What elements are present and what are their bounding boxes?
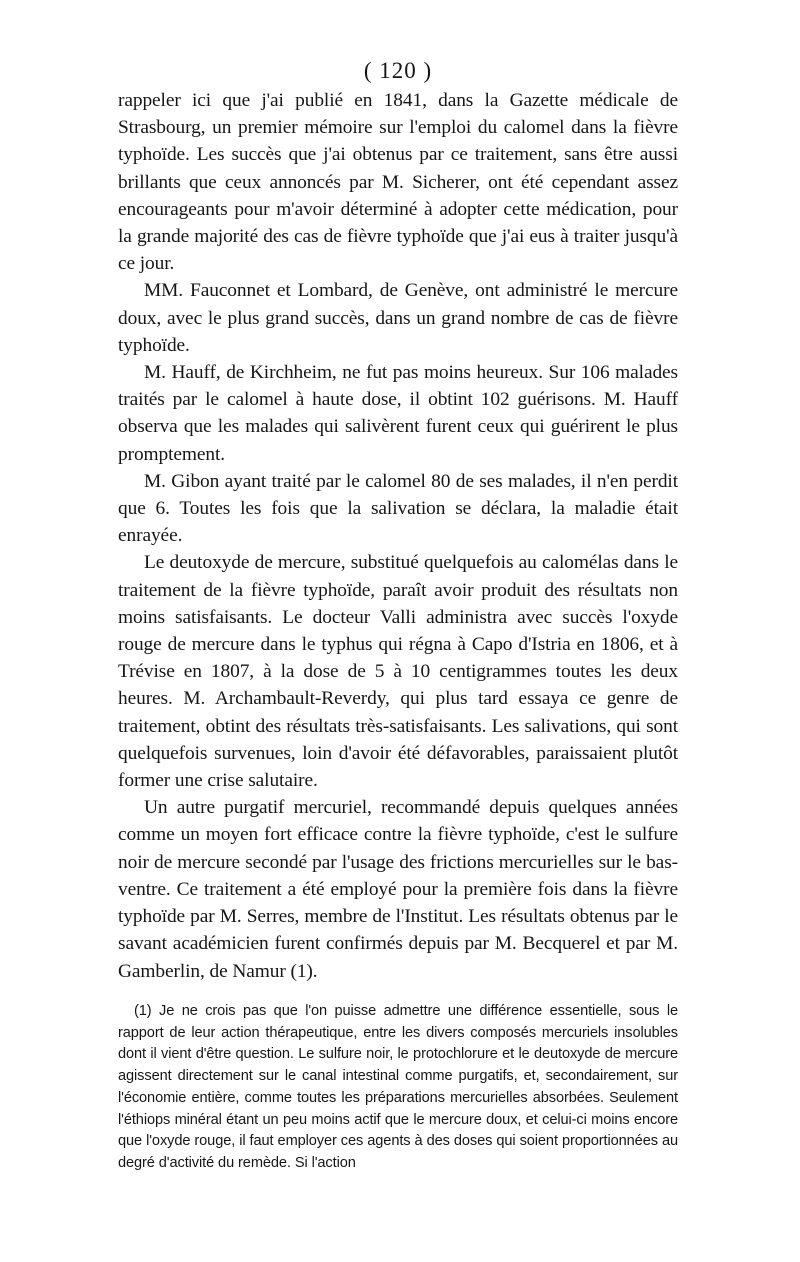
paragraph-fauconnet-lombard: MM. Fauconnet et Lombard, de Genève, ont administré le mercure doux, avec le plus grand succès, dans un grand nombre de cas de fièvre typhoïde. [118, 280, 678, 356]
paragraph-hauff: M. Hauff, de Kirchheim, ne fut pas moins heureux. Sur 106 malades traités par le calomel à haute dose, il obtint 102 guérisons. M. Hauff observa que les malades qui salivèrent furent ceux qui guérirent le plus promptement. [118, 362, 678, 465]
footnote [118, 1001, 678, 1175]
paragraph-deutoxyde: Le deutoxyde de mercure, substitué quelquefois au calomélas dans le traitement de la fièvre typhoïde, paraît avoir produit des résultats non moins satisfaisants. Le docteur Valli administra avec succès l'oxyde rouge de mercure dans le typhus qui régna à Capo d'Istria en 1806, et à Trévise en 1807, à la dose de 5 à 10 centigrammes toutes les deux heures. M. Archambault-Reverdy, qui plus tard essaya ce genre de traitement, obtint des résultats très-satisfaisants. Les salivations, qui sont quelquefois survenues, loin d'avoir été défavorables, paraissaient plutôt former une crise salutaire. [118, 552, 678, 792]
paragraph-gibon: M. Gibon ayant traité par le calomel 80 de ses malades, il n'en perdit que 6. Toutes les fois que la salivation se déclara, la maladie était enrayée. [118, 470, 678, 547]
paragraph-continued: rappeler ici que j'ai publié en 1841, dans la Gazette médicale de Strasbourg, un premier mémoire sur l'emploi du calomel dans la fièvre typhoïde. Les succès que j'ai obtenus par ce traitement, sans être aussi brillants que ceux annoncés par M. Sicherer, ont été cependant assez encourageants pour m'avoir déterminé à adopter cette médication, pour la grande majorité des cas de fièvre typhoïde que j'ai eus à traiter jusqu'à ce jour. [118, 90, 678, 275]
book-page [118, 58, 678, 1175]
paragraph-sulfure-noir: Un autre purgatif mercuriel, recommandé depuis quelques années comme un moyen fort efficace contre la fièvre typhoïde, c'est le sulfure noir de mercure secondé par l'usage des frictions mercurielles sur le bas-ventre. Ce traitement a été employé pour la première fois dans la fièvre typhoïde par M. Serres, membre de l'Institut. Les résultats obtenus par le savant académicien furent confirmés depuis par M. Becquerel et par M. Gamberlin, de Namur (1). [118, 797, 678, 982]
page-number: ( 120 ) [363, 58, 433, 83]
main-text [118, 87, 678, 985]
footnote-text: (1) Je ne crois pas que l'on puisse admettre une différence essentielle, sous le rapport de leur action thérapeutique, entre les divers composés mercuriels insolubles dont il vient d'être question. Le sulfure noir, le protochlorure et le deutoxyde de mercure agissent directement sur le canal intestinal comme purgatifs, et, secondairement, sur l'économie entière, comme toutes les préparations mercurielles absorbées. Seulement l'éthiops minéral étant un peu moins actif que le mercure doux, et celui-ci moins encore que l'oxyde rouge, il faut employer ces agents à des doses qui soient proportionnées au degré d'activité du remède. Si l'action [118, 1002, 678, 1172]
